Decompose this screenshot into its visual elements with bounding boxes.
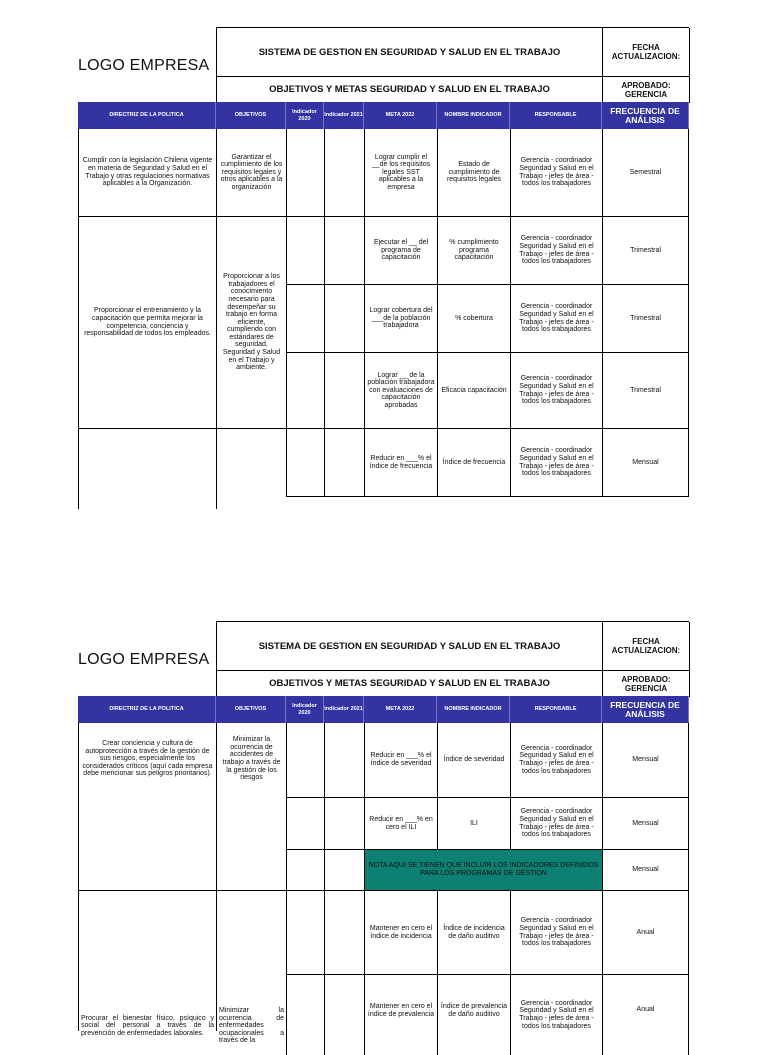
cell-indicador-2021 (324, 850, 364, 891)
cell-indicador-2021 (324, 891, 364, 975)
cell-nombre-indicador: Eficacia capacitación (437, 353, 510, 429)
header-box (216, 27, 689, 102)
col-directriz: DIRECTRIZ DE LA POLITICA (78, 102, 216, 129)
cell-frecuencia: Mensual (602, 798, 689, 850)
cell-frecuencia: Mensual (602, 723, 689, 798)
cell-objetivo: Proporcionar a los trabajadores el conocimiento necesario para desempeñar su trabajo en forma eficiente, cumpliendo con estándares de seguridad, Seguridad y Salud en el Trabajo y ambiente. (216, 217, 286, 429)
col-responsable: RESPONSABLE (510, 102, 602, 129)
col-directriz: DIRECTRIZ DE LA POLITICA (78, 696, 216, 723)
update-date-label: FECHA ACTUALIZACION: (603, 28, 690, 77)
cell-indicador-2021 (324, 129, 364, 217)
nombre-text: Índice de prevalencia de daño auditivo (440, 1003, 508, 1018)
cell-nombre-indicador: % cobertura (437, 285, 510, 353)
cell-meta: Lograr __ de la población trabajadora con evaluaciones de capacitación aprobadas (364, 353, 437, 429)
cell-directriz (78, 723, 216, 891)
cell-indicador-2021 (324, 798, 364, 850)
cell-indicador-2020 (286, 429, 324, 497)
cell-indicador-2021 (324, 217, 364, 285)
header-box (216, 621, 689, 696)
cell-frecuencia (602, 975, 689, 1055)
frecuencia-text: Anual (636, 1006, 655, 1014)
system-title: SISTEMA DE GESTION EN SEGURIDAD Y SALUD EN EL TRABAJO (217, 28, 603, 77)
cell-indicador-2020 (286, 891, 324, 975)
col-nombre-indicador: NOMBRE INDICADOR (437, 696, 510, 723)
cell-frecuencia: Anual (602, 891, 689, 975)
cell-frecuencia: Mensual (602, 429, 689, 497)
col-responsable: RESPONSABLE (510, 696, 602, 723)
cell-nombre-indicador: % cumplimiento programa capacitación (437, 217, 510, 285)
cell-indicador-2021 (324, 285, 364, 353)
cell-nombre-indicador: ILI (437, 798, 510, 850)
cell-directriz (78, 429, 216, 509)
cell-nombre-indicador: Índice de frecuencia (437, 429, 510, 497)
cell-objetivo: Garantizar el cumplimiento de los requisitos legales y otros aplicables a la organización (216, 129, 286, 217)
objectives-title: OBJETIVOS Y METAS SEGURIDAD Y SALUD EN EL TRABAJO (217, 77, 603, 103)
cell-responsable: Gerencia - coordinador Seguridad y Salud en el Trabajo - jefes de área - todos los trabajadores (510, 429, 602, 497)
column-header-row (78, 102, 689, 129)
cell-directriz: Proporcionar el entrenamiento y la capacitación que permita mejorar la competencia, conciencia y responsabilidad de todos los empleados. (78, 217, 216, 429)
cell-indicador-2020 (286, 129, 324, 217)
cell-meta: Reducir en ___% en cero el ILI (364, 798, 437, 850)
cell-meta: Lograr cumplir el __de los requisitos legales SST aplicables a la empresa (364, 129, 437, 217)
cell-indicador-2020 (286, 723, 324, 798)
cell-objetivo (216, 723, 286, 891)
cell-meta: Reducir en ___% el índice de frecuencia (364, 429, 437, 497)
cell-meta: Mantener en cero el índice de incidencia (364, 891, 437, 975)
cell-indicador-2020 (286, 217, 324, 285)
directriz-text: Procurar el bienestar físico, psíquico y social del personal a través de la prevención de enfermedades laborales. (81, 1014, 214, 1037)
company-logo-placeholder: LOGO EMPRESA (78, 651, 210, 668)
col-indicador-2020: Indicador 2020 (286, 102, 324, 129)
cell-responsable: Gerencia - coordinador Seguridad y Salud en el Trabajo - jefes de área - todos los trabajadores (510, 723, 602, 798)
cell-nombre-indicador (437, 975, 510, 1055)
cell-frecuencia: Semestral (602, 129, 689, 217)
update-date-label: FECHA ACTUALIZACION: (603, 622, 690, 671)
cell-responsable: Gerencia - coordinador Seguridad y Salud en el Trabajo - jefes de área - todos los trabajadores (510, 217, 602, 285)
cell-meta: Lograr cobertura del ___de la población trabajadora (364, 285, 437, 353)
cell-directriz (78, 891, 216, 1037)
cell-indicador-2021 (324, 975, 364, 1055)
col-indicador-2021: Indicador 2021 (324, 696, 364, 723)
objetivo-text: Minimizar la ocurrencia de accidentes de trabajo a través de la gestión de los riesgos (222, 736, 281, 782)
col-frecuencia: FRECUENCIA DE ANÁLISIS (602, 696, 689, 723)
company-logo-placeholder: LOGO EMPRESA (78, 57, 210, 74)
document-page-2 (78, 621, 689, 1045)
col-indicador-2021: Indicador 2021 (324, 102, 364, 129)
cell-objetivo (216, 891, 286, 1045)
cell-responsable: Gerencia - coordinador Seguridad y Salud en el Trabajo - jefes de área - todos los trabajadores (510, 891, 602, 975)
approved-label: APROBADO: GERENCIA (603, 77, 690, 103)
directriz-text: Crear conciencia y cultura de autoprotección a través de la gestión de sus riesgos, especialmente los considerados críticos (aquí cada empresa debe mencionar sus peligros prioritarios). (82, 740, 213, 778)
cell-indicador-2021 (324, 723, 364, 798)
system-title: SISTEMA DE GESTION EN SEGURIDAD Y SALUD EN EL TRABAJO (217, 622, 603, 671)
col-frecuencia: FRECUENCIA DE ANÁLISIS (602, 102, 689, 129)
cell-frecuencia: Trimestral (602, 217, 689, 285)
cell-indicador-2020 (286, 353, 324, 429)
cell-frecuencia: Mensual (602, 850, 689, 891)
objetivo-text: Minimizar la ocurrencia de enfermedades ocupacionales a través de la (219, 1007, 284, 1045)
cell-responsable (510, 975, 602, 1055)
document-page-1 (78, 27, 689, 500)
cell-objetivo (216, 429, 286, 509)
programs-note: NOTA AQUI SE TIENEN QUE INCLUIR LOS INDICADORES DEFINIDOS PARA LOS PROGRAMAS DE GESTIÓN (364, 850, 602, 891)
cell-indicador-2021 (324, 429, 364, 497)
cell-frecuencia: Trimestral (602, 353, 689, 429)
column-header-row (78, 696, 689, 723)
col-objetivos: OBJETIVOS (216, 102, 286, 129)
objectives-title: OBJETIVOS Y METAS SEGURIDAD Y SALUD EN EL TRABAJO (217, 671, 603, 697)
cell-responsable: Gerencia - coordinador Seguridad y Salud en el Trabajo - jefes de área - todos los trabajadores (510, 353, 602, 429)
col-meta: META 2022 (364, 102, 437, 129)
col-indicador-2020: Indicador 2020 (286, 696, 324, 723)
cell-nombre-indicador: Índice de incidencia de daño auditivo (437, 891, 510, 975)
cell-meta (364, 975, 437, 1055)
cell-meta: Ejecutar el __ del programa de capacitación (364, 217, 437, 285)
meta-text: Mantener en cero el índice de prevalencia (367, 1003, 435, 1018)
cell-indicador-2020 (286, 798, 324, 850)
col-nombre-indicador: NOMBRE INDICADOR (437, 102, 510, 129)
cell-indicador-2021 (324, 353, 364, 429)
approved-label: APROBADO: GERENCIA (603, 671, 690, 697)
cell-meta: Reducir en ___% el índice de severidad (364, 723, 437, 798)
cell-nombre-indicador: Estado de cumplimiento de requisitos legales (437, 129, 510, 217)
cell-responsable: Gerencia - coordinador Seguridad y Salud en el Trabajo - jefes de área - todos los trabajadores (510, 129, 602, 217)
cell-indicador-2020 (286, 285, 324, 353)
cell-responsable: Gerencia - coordinador Seguridad y Salud en el Trabajo - jefes de área - todos los trabajadores (510, 798, 602, 850)
cell-frecuencia: Trimestral (602, 285, 689, 353)
responsable-text: Gerencia - coordinador Seguridad y Salud en el Trabajo - jefes de área - todos los trabajadores (519, 999, 594, 1030)
col-meta: META 2022 (364, 696, 437, 723)
cell-responsable: Gerencia - coordinador Seguridad y Salud en el Trabajo - jefes de área - todos los trabajadores (510, 285, 602, 353)
col-objetivos: OBJETIVOS (216, 696, 286, 723)
cell-directriz: Cumplir con la legislación Chilena vigente en materia de Seguridad y Salud en el Trabajo y otras regulaciones normativas aplicables a la Organización. (78, 129, 216, 217)
cell-indicador-2020 (286, 975, 324, 1055)
cell-indicador-2020 (286, 850, 324, 891)
cell-nombre-indicador: Índice de severidad (437, 723, 510, 798)
